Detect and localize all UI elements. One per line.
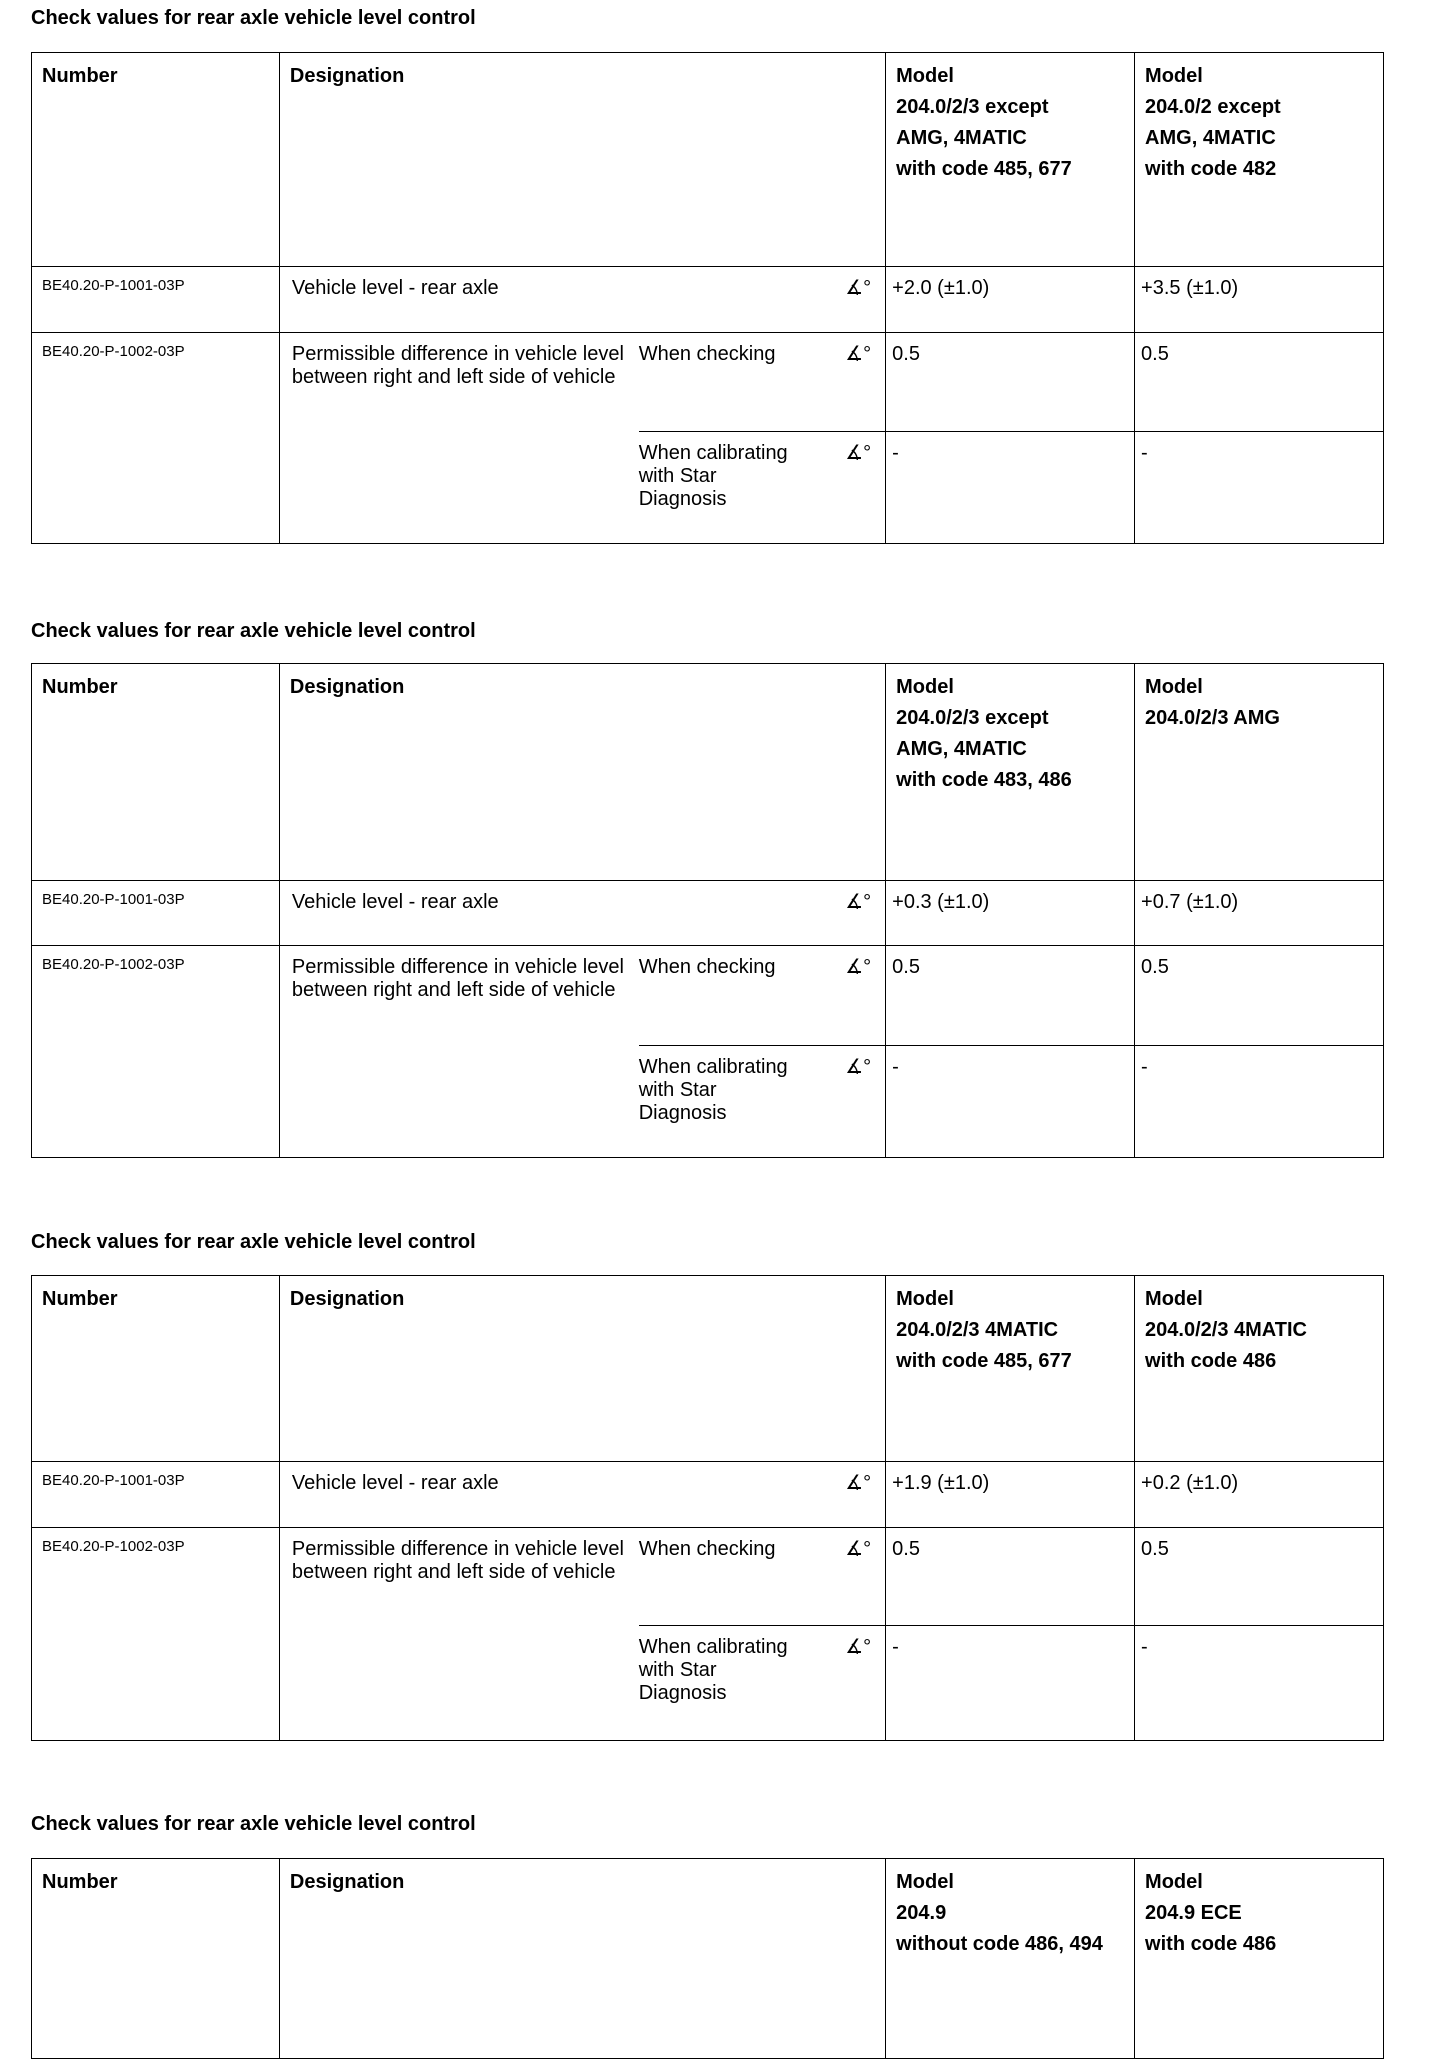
row-designation <box>279 267 885 333</box>
header-model-2 <box>1135 664 1384 881</box>
condition-checking <box>639 946 886 1046</box>
condition-calibrating <box>639 1046 886 1158</box>
designation-text: Vehicle level - rear axle <box>291 1472 499 1494</box>
value-model-1: 0.5 <box>886 1528 1135 1626</box>
check-values-table <box>31 52 1384 544</box>
header-model-line: with code 485, 677 <box>896 1350 1072 1372</box>
section-title: Check values for rear axle vehicle level control <box>31 1231 476 1253</box>
value-model-2: - <box>1135 1046 1384 1158</box>
header-model-line: 204.0/2/3 AMG <box>1145 707 1280 729</box>
value-model-2: 0.5 <box>1135 333 1384 432</box>
header-model-line: Model <box>1145 1871 1203 1893</box>
header-number: Number <box>32 664 280 881</box>
header-model-2 <box>1135 53 1384 267</box>
designation-text: Vehicle level - rear axle <box>291 891 499 913</box>
designation-text: Vehicle level - rear axle <box>291 277 499 299</box>
header-designation: Designation <box>279 1859 885 2059</box>
header-designation: Designation <box>279 1276 885 1462</box>
header-model-line: 204.0/2/3 4MATIC <box>1145 1319 1307 1341</box>
condition-label: When calibrating with Star Diagnosis <box>638 442 788 510</box>
condition-checking <box>639 1528 886 1626</box>
value-model-2: 0.5 <box>1135 1528 1384 1626</box>
header-model-line: Model <box>1145 1288 1203 1310</box>
header-model-line: AMG, 4MATIC <box>896 127 1027 149</box>
angle-icon: ∡° <box>845 1538 872 1560</box>
header-model-2 <box>1135 1859 1384 2059</box>
header-model-line: Model <box>896 1871 954 1893</box>
condition-label: When checking <box>638 1538 776 1560</box>
header-model-line: 204.9 ECE <box>1145 1902 1242 1924</box>
row-designation <box>279 1462 885 1528</box>
header-model-line: Model <box>896 1288 954 1310</box>
condition-label: When calibrating with Star Diagnosis <box>638 1636 788 1704</box>
row-number: BE40.20-P-1001-03P <box>32 1462 280 1528</box>
angle-icon: ∡° <box>845 343 872 365</box>
angle-icon: ∡° <box>845 1636 872 1658</box>
header-model-line: 204.0/2/3 except <box>896 707 1049 729</box>
value-model-1: 0.5 <box>886 333 1135 432</box>
row-number: BE40.20-P-1001-03P <box>32 267 280 333</box>
value-model-2: 0.5 <box>1135 946 1384 1046</box>
condition-label: When checking <box>638 343 776 365</box>
header-model-line: 204.0/2 except <box>1145 96 1281 118</box>
section-title: Check values for rear axle vehicle level control <box>31 7 476 29</box>
section-title: Check values for rear axle vehicle level control <box>31 620 476 642</box>
check-values-table <box>31 663 1384 1158</box>
value-model-2: +0.2 (±1.0) <box>1135 1462 1384 1528</box>
header-model-line: Model <box>896 676 954 698</box>
angle-icon: ∡° <box>845 1472 872 1494</box>
row-designation: Permissible difference in vehicle level between right and left side of vehicle <box>279 1528 638 1741</box>
check-values-table <box>31 1858 1384 2059</box>
header-model-line: with code 486 <box>1145 1933 1277 1955</box>
header-number: Number <box>32 53 280 267</box>
header-model-line: Model <box>1145 676 1203 698</box>
value-model-1: - <box>886 1626 1135 1741</box>
condition-label: When calibrating with Star Diagnosis <box>638 1056 788 1124</box>
header-model-1 <box>886 1276 1135 1462</box>
value-model-2: +3.5 (±1.0) <box>1135 267 1384 333</box>
angle-icon: ∡° <box>845 1056 872 1078</box>
header-model-1 <box>886 53 1135 267</box>
row-number: BE40.20-P-1002-03P <box>32 333 280 544</box>
condition-checking <box>639 333 886 432</box>
header-model-line: without code 486, 494 <box>896 1933 1103 1955</box>
row-designation: Permissible difference in vehicle level between right and left side of vehicle <box>279 333 638 544</box>
header-designation: Designation <box>279 53 885 267</box>
value-model-1: +1.9 (±1.0) <box>886 1462 1135 1528</box>
value-model-2: - <box>1135 432 1384 544</box>
header-model-line: AMG, 4MATIC <box>896 738 1027 760</box>
header-number: Number <box>32 1859 280 2059</box>
header-designation: Designation <box>279 664 885 881</box>
header-model-1 <box>886 1859 1135 2059</box>
row-designation <box>279 881 885 946</box>
header-model-1 <box>886 664 1135 881</box>
header-model-line: 204.0/2/3 except <box>896 96 1049 118</box>
value-model-1: +2.0 (±1.0) <box>886 267 1135 333</box>
header-model-line: with code 485, 677 <box>896 158 1072 180</box>
value-model-1: - <box>886 432 1135 544</box>
header-model-line: with code 486 <box>1145 1350 1277 1372</box>
value-model-1: - <box>886 1046 1135 1158</box>
row-number: BE40.20-P-1001-03P <box>32 881 280 946</box>
header-model-line: with code 483, 486 <box>896 769 1072 791</box>
value-model-1: 0.5 <box>886 946 1135 1046</box>
angle-icon: ∡° <box>845 442 872 464</box>
row-designation: Permissible difference in vehicle level between right and left side of vehicle <box>279 946 638 1158</box>
header-number: Number <box>32 1276 280 1462</box>
section-title: Check values for rear axle vehicle level control <box>31 1813 476 1835</box>
angle-icon: ∡° <box>845 277 872 299</box>
condition-label: When checking <box>638 956 776 978</box>
value-model-2: - <box>1135 1626 1384 1741</box>
header-model-2 <box>1135 1276 1384 1462</box>
row-number: BE40.20-P-1002-03P <box>32 946 280 1158</box>
header-model-line: 204.0/2/3 4MATIC <box>896 1319 1059 1341</box>
angle-icon: ∡° <box>845 956 872 978</box>
condition-calibrating <box>639 1626 886 1741</box>
header-model-line: AMG, 4MATIC <box>1145 127 1276 149</box>
header-model-line: with code 482 <box>1145 158 1277 180</box>
header-model-line: 204.9 <box>896 1902 947 1924</box>
value-model-2: +0.7 (±1.0) <box>1135 881 1384 946</box>
condition-calibrating <box>639 432 886 544</box>
value-model-1: +0.3 (±1.0) <box>886 881 1135 946</box>
row-number: BE40.20-P-1002-03P <box>32 1528 280 1741</box>
angle-icon: ∡° <box>845 891 872 913</box>
header-model-line: Model <box>1145 65 1203 87</box>
check-values-table <box>31 1275 1384 1741</box>
header-model-line: Model <box>896 65 954 87</box>
